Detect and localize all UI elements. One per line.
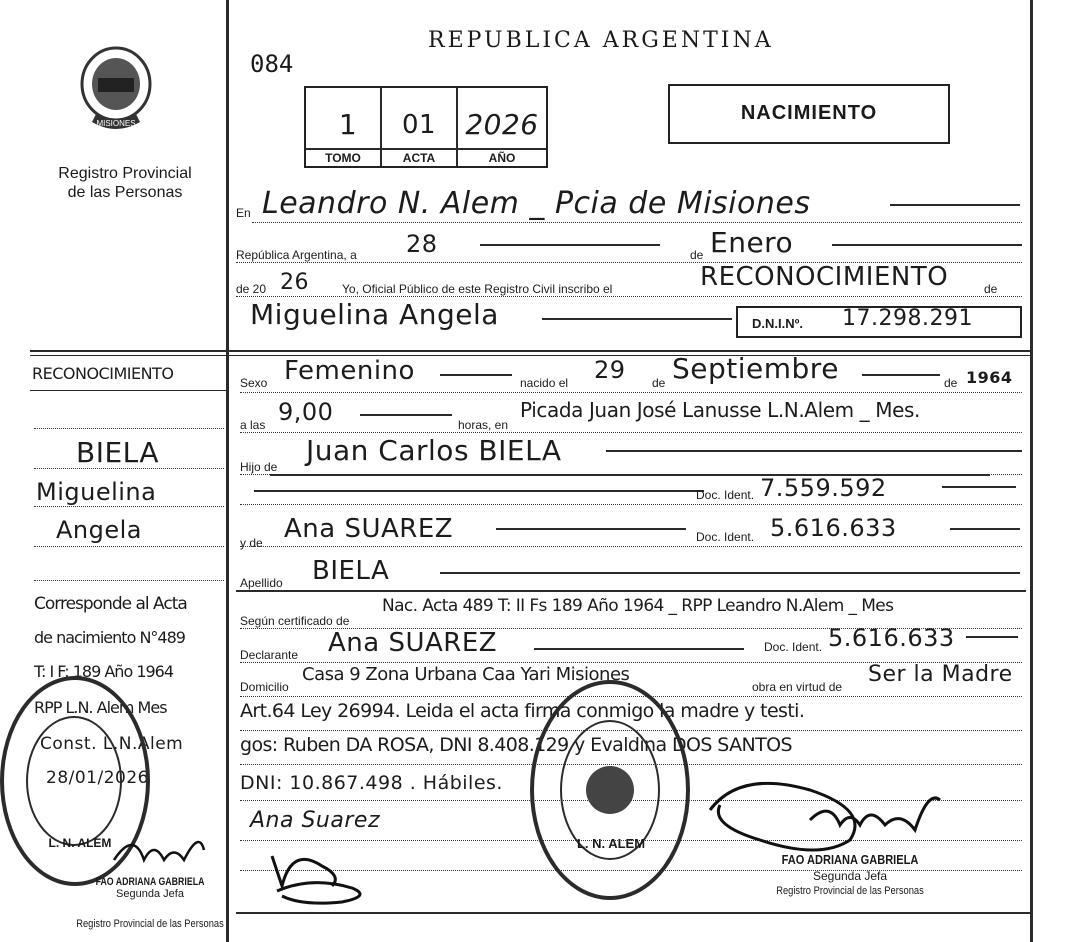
hour-value: 9,00	[278, 398, 334, 426]
apellido-dash	[440, 572, 1020, 574]
republica-label: República Argentina, a	[236, 248, 357, 262]
declarante-dash	[534, 648, 744, 650]
acta-label: ACTA	[402, 151, 436, 165]
declarante-doc: 5.616.633	[828, 624, 955, 652]
margin-dot-2	[34, 468, 224, 469]
obs-line2: gos: Ruben DA ROSA, DNI 8.408.129 y Evaldina DOS SANTOS	[240, 734, 792, 756]
mother-dash	[496, 528, 686, 530]
name-dash	[542, 318, 732, 320]
officer-block	[730, 852, 970, 897]
declarante-doc-label: Doc. Ident.	[764, 640, 823, 654]
left-signature-scribble	[262, 826, 382, 906]
apellido-rule	[236, 590, 1026, 592]
birth-month: Septiembre	[672, 352, 839, 385]
acta-value: 01	[401, 110, 437, 140]
day-value: 28	[406, 230, 438, 258]
margin-note3: T: I F: 189 Año 1964	[34, 662, 174, 681]
declarante-value: Ana SUAREZ	[328, 628, 498, 658]
yde-label: y de	[240, 536, 263, 550]
month-value: Enero	[710, 226, 794, 259]
margin-surname: BIELA	[76, 436, 160, 469]
right-border	[1030, 0, 1033, 942]
obs-line1: Art.64 Ley 26994. Leida el acta firma conmigo la madre y testi.	[240, 700, 805, 722]
tomo-value: 1	[338, 108, 358, 141]
month-dash	[832, 244, 1022, 246]
margin-rule-1	[30, 390, 226, 391]
country-title: REPUBLICA ARGENTINA	[428, 28, 774, 53]
section-rule-top-2	[30, 355, 1030, 356]
father-doc-dotline	[240, 504, 1022, 505]
obs-line3: DNI: 10.867.498 . Hábiles.	[240, 772, 503, 794]
sexo-label: Sexo	[240, 376, 268, 390]
anio-value: 2026	[465, 108, 539, 141]
record-type: NACIMIENTO	[740, 102, 878, 124]
mother-value: Ana SUAREZ	[284, 514, 454, 544]
domicilio-label: Domicilio	[240, 680, 289, 694]
officer-institution: Registro Provincial de las Personas	[776, 885, 924, 897]
margin-officer-name: FAO ADRIANA GABRIELA	[95, 876, 205, 888]
birth-year: 1964	[966, 368, 1013, 387]
nacido-label: nacido el	[520, 376, 569, 390]
margin-note5: Const. L.N.Alem	[40, 734, 184, 754]
declarante-label: Declarante	[240, 648, 299, 662]
left-stamp-bottom: L. N. ALEM	[48, 836, 112, 850]
hour-dash	[360, 414, 452, 416]
de-label3: de	[652, 376, 666, 390]
hijo-label: Hijo de	[240, 460, 278, 474]
mother-doc: 5.616.633	[770, 514, 897, 542]
officer-role: Segunda Jefa	[812, 869, 888, 883]
box-label-rule	[306, 148, 546, 150]
margin-dot-4	[34, 546, 224, 547]
margin-officer-block	[60, 876, 240, 900]
hour-dotline	[240, 432, 1022, 433]
las-label: a las	[240, 418, 266, 432]
birth-day: 29	[594, 356, 626, 384]
left-column-divider	[226, 0, 229, 942]
sexo-value: Femenino	[284, 356, 415, 386]
registry-name	[40, 164, 210, 202]
de20-label: de 20	[236, 282, 267, 296]
yde-dotline	[240, 546, 1022, 547]
en-dotline	[252, 222, 1022, 223]
sexo-dotline	[240, 392, 1022, 393]
apellido-value: BIELA	[312, 556, 390, 586]
month2-dash	[862, 374, 940, 376]
apellido-label: Apellido	[240, 576, 283, 590]
mother-doc-tail	[950, 528, 1020, 530]
oficial-text: Yo, Oficial Público de este Registro Civil inscribo el	[342, 282, 613, 296]
father-doc-label: Doc. Ident.	[696, 488, 755, 502]
de-label2: de	[984, 282, 998, 296]
day-dash	[480, 244, 660, 246]
horas-label: horas, en	[458, 418, 509, 432]
year-value: 26	[280, 270, 309, 295]
margin-dot-5	[34, 580, 224, 581]
margin-title: RECONOCIMIENTO	[32, 364, 174, 383]
mother-signature: Ana Suarez	[250, 808, 380, 833]
dni-label: D.N.I.Nº.	[752, 316, 803, 331]
en-label: En	[236, 206, 251, 220]
margin-given2: Angela	[56, 516, 143, 544]
row3-dotline	[236, 296, 1022, 297]
virtud-value: Ser la Madre	[868, 662, 1013, 687]
margin-officer-role: Segunda Jefa	[116, 888, 184, 900]
tomo-label: TOMO	[325, 151, 361, 165]
center-stamp-bottom: L. N. ALEM	[576, 836, 646, 851]
margin-given1: Miguelina	[36, 478, 157, 506]
margin-officer-signature	[104, 820, 214, 880]
officer-name: FAO ADRIANA GABRIELA	[781, 852, 919, 867]
margin-note6: 28/01/2026	[46, 768, 149, 788]
certificado-value: Nac. Acta 489 T: II Fs 189 Año 1964 _ RPP Leandro N.Alem _ Mes	[382, 596, 894, 616]
folio-number: 084	[250, 50, 294, 78]
center-stamp-emblem	[586, 766, 634, 814]
name-value: Miguelina Angela	[250, 298, 499, 331]
margin-note2: de nacimiento N°489	[34, 628, 185, 647]
certificado-label: Según certificado de	[240, 614, 350, 628]
margin-note4: RPP L.N. Alem Mes	[34, 698, 167, 717]
father-doc-tail	[942, 486, 1016, 488]
father-doc: 7.559.592	[760, 474, 887, 502]
sexo-dash	[440, 374, 512, 376]
section-rule-top	[30, 350, 1030, 352]
en-dash	[890, 204, 1020, 206]
declarante-doc-tail	[966, 636, 1018, 638]
margin-dot-3	[34, 506, 224, 507]
registry-name-line1: Registro Provincial	[58, 165, 192, 182]
father-doc-dash	[254, 490, 704, 492]
bottom-rule	[236, 912, 1030, 914]
svg-text:MISIONES: MISIONES	[96, 119, 136, 128]
de-label: de	[690, 248, 704, 262]
margin-note1: Corresponde al Acta	[34, 594, 187, 614]
father-value: Juan Carlos BIELA	[306, 434, 562, 467]
officer-signature	[700, 770, 960, 860]
de-year-label: de	[944, 376, 958, 390]
margin-dot-1	[34, 428, 224, 429]
dni-value: 17.298.291	[842, 306, 973, 331]
anio-label: AÑO	[488, 151, 516, 165]
margin-officer-institution: Registro Provincial de las Personas	[76, 918, 224, 930]
domicilio-value: Casa 9 Zona Urbana Caa Yari Misiones	[302, 664, 630, 685]
inscribe-value: RECONOCIMIENTO	[700, 262, 949, 292]
en-value: Leandro N. Alem _ Pcia de Misiones	[262, 186, 811, 221]
misiones-seal-logo	[76, 44, 156, 136]
virtud-label: obra en virtud de	[752, 680, 843, 694]
place-value: Picada Juan José Lanusse L.N.Alem _ Mes.	[520, 398, 920, 422]
father-dash	[606, 450, 1022, 452]
mother-doc-label: Doc. Ident.	[696, 530, 755, 544]
registry-name-line2: de las Personas	[67, 184, 183, 201]
